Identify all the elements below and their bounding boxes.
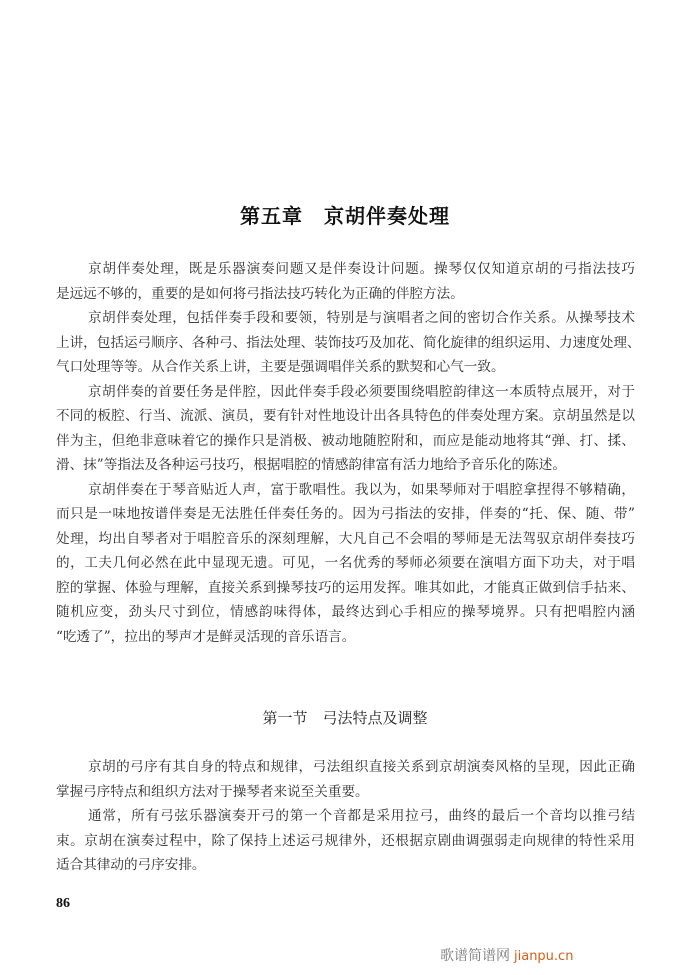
paragraph-line: 伴为主，但绝非意味着它的操作只是消极、被动地随腔附和，而应是能动地将其“弹、打、揉、: [56, 432, 635, 449]
chapter-title: 第五章 京胡伴奏处理: [240, 204, 450, 228]
paragraph-line: 京胡伴奏的首要任务是伴腔，因此伴奏手段必须要围绕唱腔韵律这一本质特点展开，对于: [88, 383, 635, 400]
paragraph-line: 掌握弓序特点和组织方法对于操琴者来说至关重要。: [56, 783, 369, 800]
watermark-logo: [440, 945, 573, 965]
paragraph-line: 滑、抹”等指法及各种运弓技巧，根据唱腔的情感韵律富有活力地给予音乐化的陈述。: [56, 457, 566, 473]
paragraph-line: 处理，均出自琴者对于唱腔音乐的深刻理解，大凡自己不会唱的琴师是无法驾驭京胡伴奏技巧: [56, 530, 635, 547]
paragraph-line: 上讲，包括运弓顺序、各种弓、指法处理、装饰技巧及加花、简化旋律的组织运用、力速度处理、: [56, 334, 641, 351]
paragraph-line: 京胡伴奏处理，既是乐器演奏问题又是伴奏设计问题。操琴仅仅知道京胡的弓指法技巧: [88, 261, 635, 277]
paragraph-line: 随机应变，劲头尺寸到位，情感韵味得体，最终达到心手相应的操琴境界。只有把唱腔内涵: [56, 604, 635, 620]
paragraph-line: 的，工夫几何必然在此中显现无遗。可见，一名优秀的琴师必须要在演唱方面下功夫，对于唱: [56, 555, 635, 571]
paragraph-line: 而只是一味地按谱伴奏是无法胜任伴奏任务的。因为弓指法的安排，伴奏的“托、保、随、带”: [56, 506, 635, 522]
paragraph-line: 气口处理等等。从合作关系上讲，主要是强调唱伴关系的默契和心气一致。: [56, 359, 505, 375]
section-title: 第一节 弓法特点及调整: [262, 709, 428, 727]
paragraph-line: 不同的板腔、行当、流派、演员，要有针对性地设计出各具特色的伴奏处理方案。京胡虽然是以: [56, 408, 635, 424]
paragraph-line: 通常，所有弓弦乐器演奏开弓的第一个音都是采用拉弓，曲终的最后一个音均以推弓结: [88, 808, 635, 824]
page-number: 86: [56, 896, 70, 911]
watermark-cn: 歌谱简谱网: [440, 948, 510, 964]
paragraph-line: “吃透了”，拉出的琴声才是鲜灵活现的音乐语言。: [56, 628, 356, 645]
watermark-en: jianpu.cn: [514, 949, 574, 964]
paragraph-line: 是远远不够的，重要的是如何将弓指法技巧转化为正确的伴腔方法。: [56, 285, 464, 302]
paragraph-line: 京胡伴奏在于琴音贴近人声，富于歌唱性。我以为，如果琴师对于唱腔拿捏得不够精确，: [88, 481, 635, 498]
paragraph-line: 束。京胡在演奏过程中，除了保持上述运弓规律外，还根据京剧曲调强弱走向规律的特性采用: [56, 832, 635, 849]
paragraph-line: 腔的掌握、体验与理解，直接关系到操琴技巧的运用发挥。唯其如此，才能真正做到信手拈来、: [56, 579, 635, 596]
paragraph-line: 京胡的弓序有其自身的特点和规律，弓法组织直接关系到京胡演奏风格的呈现，因此正确: [88, 759, 635, 775]
paragraph-line: 京胡伴奏处理，包括伴奏手段和要领，特别是与演唱者之间的密切合作关系。从操琴技术: [88, 310, 635, 326]
paragraph-line: 适合其律动的弓序安排。: [56, 857, 206, 873]
